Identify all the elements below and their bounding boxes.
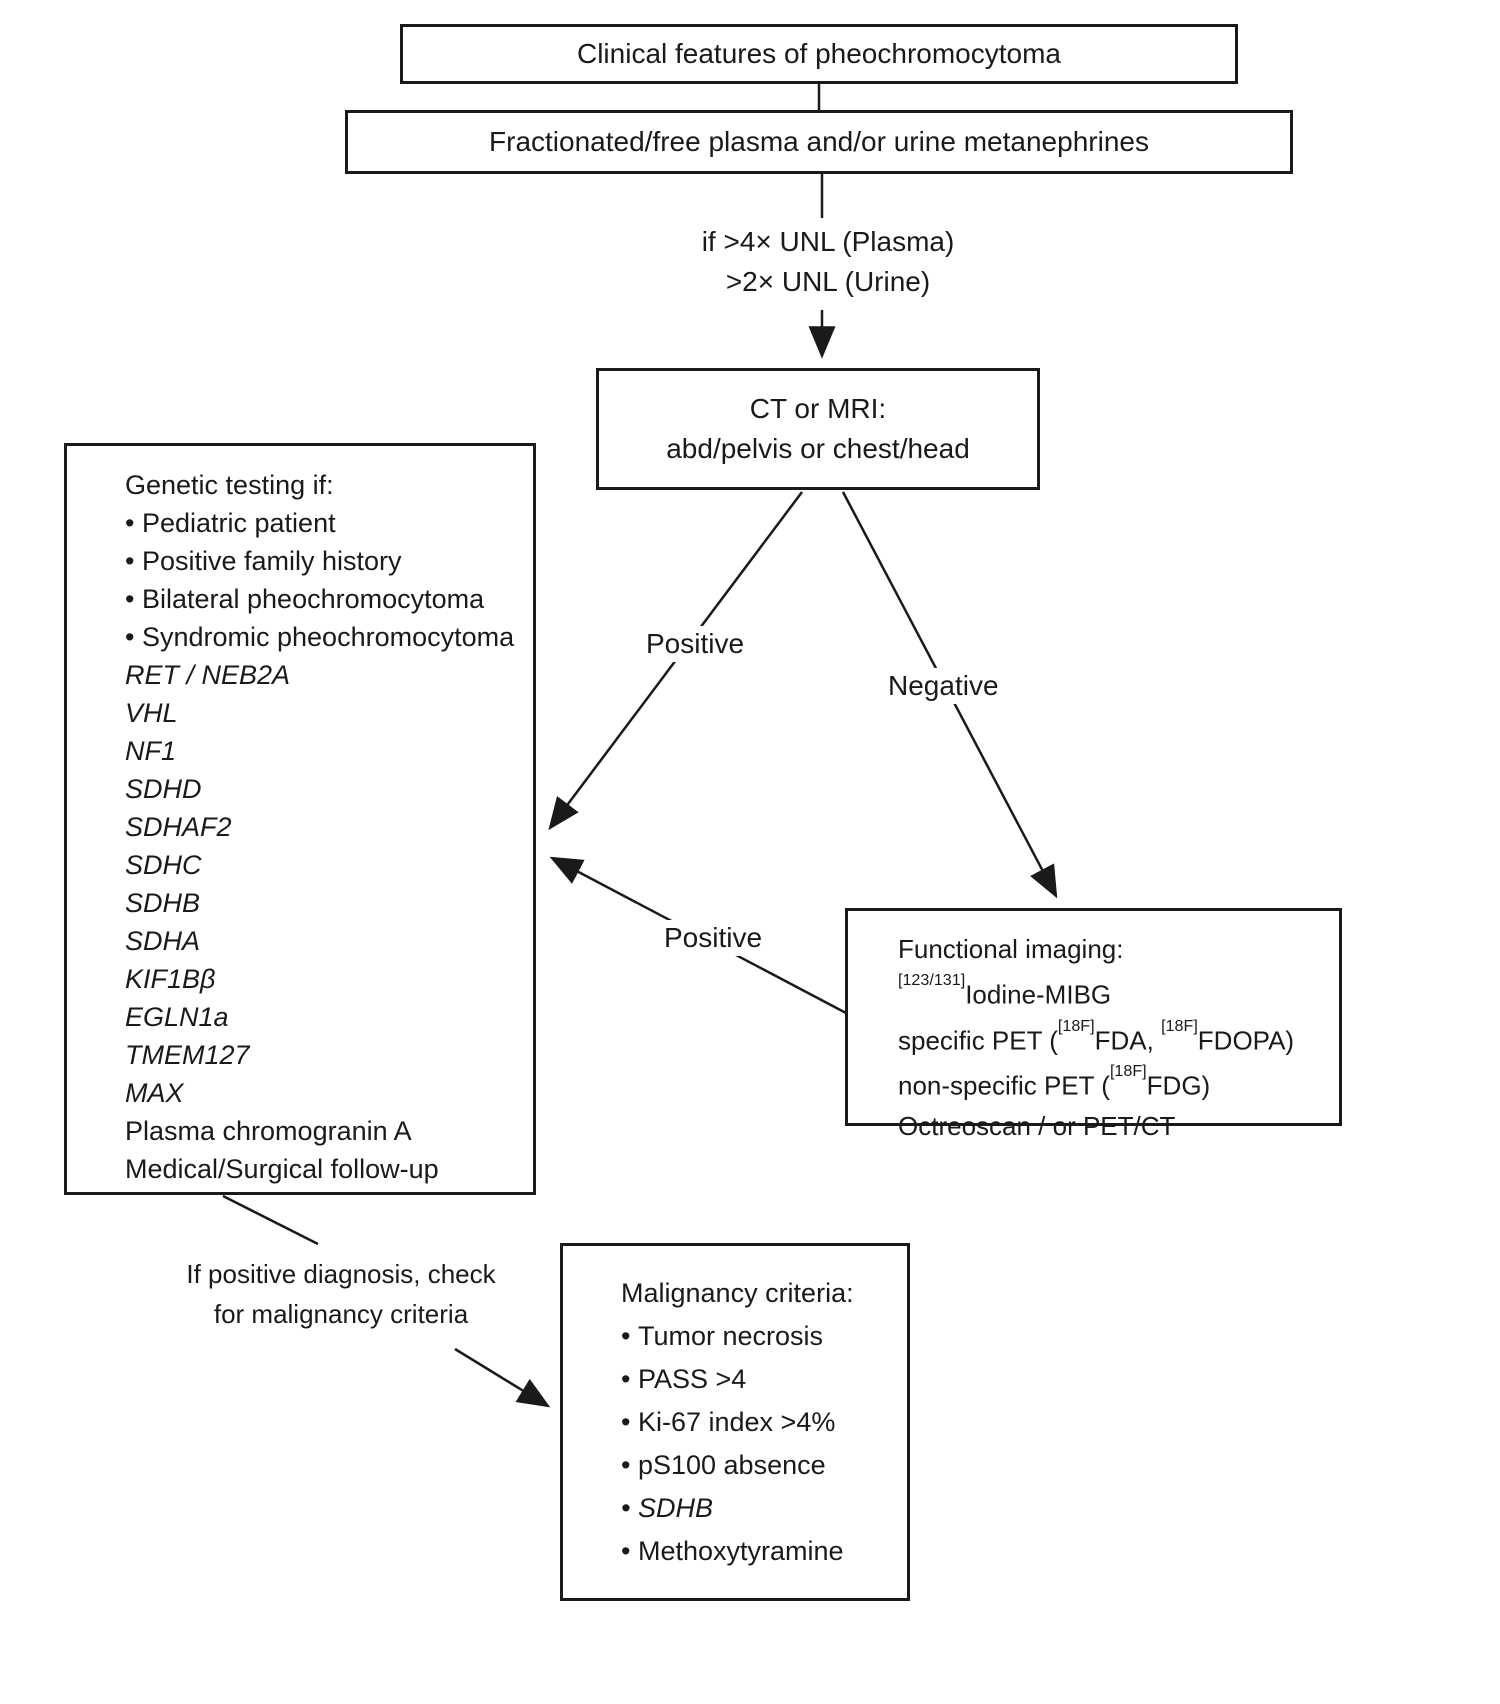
functional-line-octreoscan: Octreoscan / or PET/CT	[898, 1110, 1176, 1141]
gene-nf1: NF1	[125, 736, 177, 766]
malignancy-ki67: • Ki-67 index >4%	[621, 1401, 899, 1444]
label-positive-ct-branch: Positive	[640, 626, 750, 662]
malignancy-sdhb: • SDHB	[621, 1487, 899, 1530]
genetic-bullet-pediatric: • Pediatric patient	[125, 504, 523, 542]
functional-imaging-box	[845, 908, 1342, 1141]
gene-max: MAX	[125, 1078, 184, 1108]
genetic-followup-medical-surgical: Medical/Surgical follow-up	[125, 1154, 439, 1184]
specific-pet-post: FDOPA)	[1197, 1025, 1295, 1056]
functional-mibg-text: Iodine-MIBG	[965, 979, 1112, 1010]
malignancy-criteria-box	[560, 1243, 910, 1601]
gene-tmem127: TMEM127	[125, 1040, 250, 1070]
gene-sdhd: SDHD	[125, 774, 202, 804]
isotope-label-mibg: [123/131]	[898, 971, 966, 990]
specific-pet-pre: specific PET (	[898, 1025, 1058, 1056]
malignancy-pass: • PASS >4	[621, 1358, 899, 1401]
genetic-testing-title: Genetic testing if:	[125, 470, 334, 500]
malignancy-title: Malignancy criteria:	[621, 1278, 854, 1308]
specific-pet-mid: FDA,	[1094, 1025, 1162, 1056]
isotope-label-fdopa: [18F]	[1161, 1016, 1198, 1035]
isotope-label-fdg: [18F]	[1109, 1062, 1147, 1081]
metanephrines-box	[345, 110, 1293, 174]
malignancy-methoxytyramine: • Methoxytyramine	[621, 1530, 899, 1573]
ct-mri-line1: CT or MRI:	[749, 393, 887, 424]
gene-sdhaf2: SDHAF2	[125, 812, 232, 842]
gene-kif1b: KIF1Bβ	[125, 964, 216, 994]
genetic-bullet-bilateral: • Bilateral pheochromocytoma	[125, 580, 523, 618]
nonspecific-pet-post: FDG)	[1146, 1070, 1211, 1101]
positive-diagnosis-note	[160, 1252, 522, 1336]
threshold-annotation	[622, 220, 1034, 304]
gene-sdhb: SDHB	[125, 888, 201, 918]
gene-sdhc: SDHC	[125, 850, 202, 880]
genetic-bullet-syndromic: • Syndromic pheochromocytoma	[125, 618, 523, 656]
clinical-features-text: Clinical features of pheochromocytoma	[576, 38, 1061, 69]
ct-mri-line2: abd/pelvis or chest/head	[666, 433, 970, 464]
ct-mri-box	[596, 368, 1040, 490]
functional-line-mibg	[898, 969, 1331, 1015]
gene-egln1a: EGLN1a	[125, 1002, 229, 1032]
malignancy-ps100: • pS100 absence	[621, 1444, 899, 1487]
connector-genetic-to-note	[223, 1196, 318, 1244]
functional-imaging-title: Functional imaging:	[898, 934, 1124, 964]
functional-line-nonspecific-pet	[898, 1060, 1331, 1106]
malignancy-tumor-necrosis: • Tumor necrosis	[621, 1315, 899, 1358]
isotope-label-fda: [18F]	[1057, 1016, 1095, 1035]
arrow-note-to-malignancy	[455, 1349, 548, 1406]
gene-ret-neb2a: RET / NEB2A	[125, 660, 291, 690]
nonspecific-pet-pre: non-specific PET (	[898, 1070, 1110, 1101]
clinical-features-box	[400, 24, 1238, 84]
metanephrines-text: Fractionated/free plasma and/or urine metanephrines	[489, 126, 1149, 157]
note-line2: for malignancy criteria	[213, 1299, 469, 1329]
label-negative-ct-branch: Negative	[882, 668, 1005, 704]
threshold-line2: >2× UNL (Urine)	[725, 266, 931, 297]
gene-sdha: SDHA	[125, 926, 201, 956]
genetic-testing-box	[64, 443, 536, 1195]
genetic-followup-chromogranin: Plasma chromogranin A	[125, 1116, 412, 1146]
gene-vhl: VHL	[125, 698, 178, 728]
threshold-line1: if >4× UNL (Plasma)	[701, 226, 955, 257]
genetic-bullet-family-history: • Positive family history	[125, 542, 523, 580]
label-positive-functional-branch: Positive	[658, 920, 768, 956]
functional-line-specific-pet	[898, 1015, 1331, 1061]
note-line1: If positive diagnosis, check	[186, 1259, 496, 1289]
